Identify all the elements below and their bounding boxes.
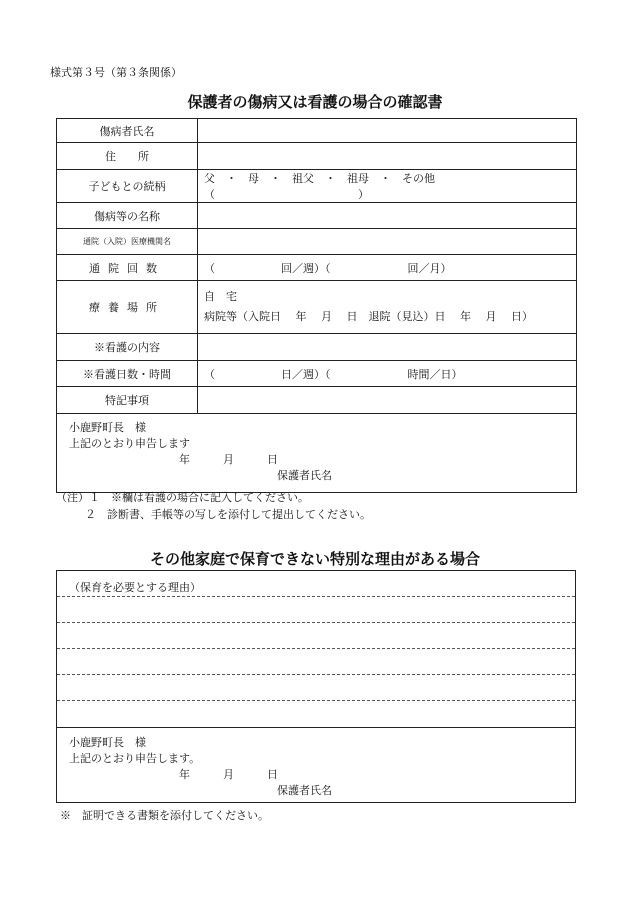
reason-line-5[interactable]	[57, 700, 575, 701]
form-number: 様式第３号（第３条関係）	[50, 66, 182, 79]
row-care-content	[57, 334, 577, 361]
sign-date[interactable]: 年 月 日	[179, 453, 278, 466]
place-home: 自 宅	[204, 290, 237, 303]
visits-label: 通院回数	[57, 255, 198, 281]
row-clinic	[57, 229, 577, 255]
note-2: ２ 診断書、手帳等の写しを添付して提出してください。	[85, 508, 371, 521]
row-care-days	[57, 361, 577, 387]
illness-field[interactable]	[198, 203, 577, 229]
reason-line-1[interactable]	[57, 596, 575, 597]
row-place	[57, 281, 577, 334]
guardian-name[interactable]: 保護者氏名	[277, 469, 332, 482]
care-days-field[interactable]: （ 日／週）（ 時間／日）	[198, 361, 577, 387]
sign-block-2	[69, 735, 332, 799]
row-illness	[57, 203, 577, 229]
sign-block	[57, 414, 577, 493]
place-field[interactable]	[198, 281, 577, 334]
care-content-label: ※看護の内容	[57, 334, 198, 361]
row-address	[57, 143, 577, 170]
address-field[interactable]	[198, 143, 577, 170]
reason-label: （保育を必要とする理由）	[69, 581, 201, 594]
declaration: 上記のとおり申告します	[69, 437, 190, 450]
row-visits	[57, 255, 577, 281]
place-hospital: 病院等（入院日 年 月 日 退院（見込）日 年 月 日）	[204, 310, 533, 323]
sign-divider	[57, 727, 575, 728]
confirmation-table	[56, 118, 577, 493]
place-label: 療養場所	[57, 281, 198, 334]
care-days-label: ※看護日数・時間	[57, 361, 198, 387]
name-field[interactable]	[198, 119, 577, 143]
row-relation	[57, 170, 577, 203]
reason-line-2[interactable]	[57, 622, 575, 623]
illness-label: 傷病等の名称	[57, 203, 198, 229]
note-1: （注）１ ※欄は看護の場合に記入してください。	[56, 491, 309, 504]
reason-box	[56, 570, 576, 803]
visits-field[interactable]: （ 回／週）（ 回／月）	[198, 255, 577, 281]
reason-line-3[interactable]	[57, 648, 575, 649]
name-label: 傷病者氏名	[57, 119, 198, 143]
remarks-label: 特記事項	[57, 387, 198, 414]
addressee-2: 小鹿野町長 様	[69, 736, 146, 749]
clinic-field[interactable]	[198, 229, 577, 255]
relation-label: 子どもとの続柄	[57, 170, 198, 203]
relation-field[interactable]: 父 ・ 母 ・ 祖父 ・ 祖母 ・ その他（ ）	[198, 170, 577, 203]
clinic-label: 通院（入院）医療機関名	[57, 229, 198, 255]
footnote: ※ 証明できる書類を添付してください。	[60, 809, 269, 822]
remarks-field[interactable]	[198, 387, 577, 414]
row-sign	[57, 414, 577, 493]
guardian-name-2[interactable]: 保護者氏名	[277, 784, 332, 797]
sign-date-2[interactable]: 年 月 日	[179, 768, 278, 781]
care-content-field[interactable]	[198, 334, 577, 361]
section1-title: 保護者の傷病又は看護の場合の確認書	[187, 93, 443, 111]
row-remarks	[57, 387, 577, 414]
reason-line-4[interactable]	[57, 674, 575, 675]
declaration-2: 上記のとおり申告します。	[69, 752, 201, 765]
section2-title: その他家庭で保育できない特別な理由がある場合	[149, 550, 480, 568]
addressee: 小鹿野町長 様	[69, 421, 146, 434]
address-label: 住 所	[57, 143, 198, 170]
row-name	[57, 119, 577, 143]
